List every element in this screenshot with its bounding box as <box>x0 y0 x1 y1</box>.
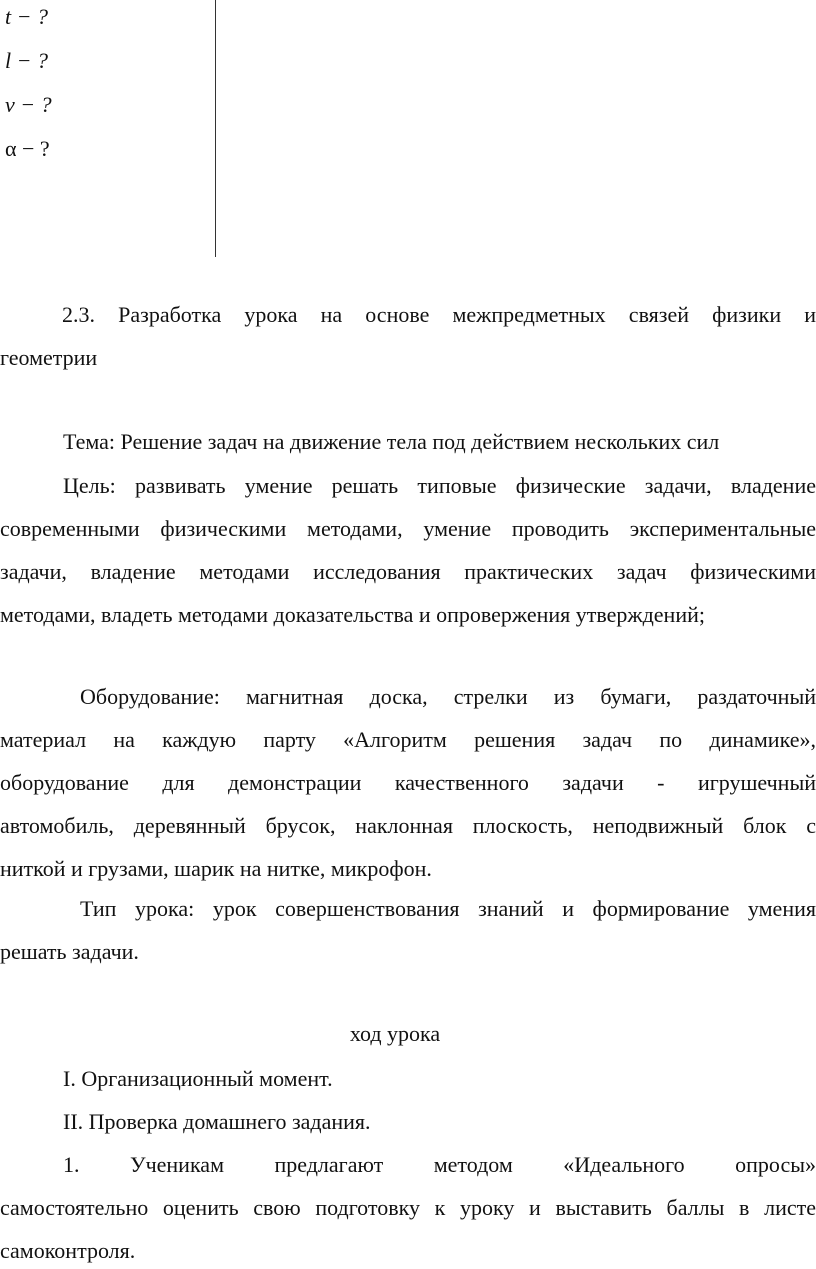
given-t: t − ? <box>5 4 48 29</box>
course-heading: ход урока <box>349 1021 441 1046</box>
given-l: l − ? <box>5 48 48 73</box>
given-v: v − ? <box>5 92 52 117</box>
equipment-line4: автомобиль, деревянный брусок, наклонная плоскость, неподвижный блок с <box>0 813 816 838</box>
course-item-1: I. Организационный момент. <box>63 1066 333 1091</box>
lesson-type-line1: Тип урока: урок совершенствования знаний и формирование умения <box>80 896 816 921</box>
equipment-line2: материал на каждую парту «Алгоритм решения задач по динамике», <box>0 727 816 752</box>
given-alpha: α − ? <box>5 136 50 161</box>
course-item-3-line2: самостоятельно оценить свою подготовку к уроку и выставить баллы в листе <box>0 1195 816 1220</box>
equipment-line1: Оборудование: магнитная доска, стрелки из бумаги, раздаточный <box>80 684 816 709</box>
goal-line4: методами, владеть методами доказательства и опровержения утверждений; <box>0 602 705 627</box>
topic-line: Тема: Решение задач на движение тела под действием нескольких сил <box>63 429 720 454</box>
given-divider-line <box>215 0 216 257</box>
section-heading-line1: 2.3. Разработка урока на основе межпредметных связей физики и <box>62 302 816 327</box>
course-item-3-line3: самоконтроля. <box>0 1238 136 1263</box>
course-item-2: II. Проверка домашнего задания. <box>63 1109 371 1134</box>
equipment-line5: ниткой и грузами, шарик на нитке, микрофон. <box>0 856 432 881</box>
goal-line1: Цель: развивать умение решать типовые физические задачи, владение <box>63 473 816 498</box>
lesson-type-line2: решать задачи. <box>0 939 139 964</box>
course-item-3-line1: 1. Ученикам предлагают методом «Идеального опросы» <box>63 1152 816 1177</box>
section-heading-line2: геометрии <box>0 345 98 370</box>
goal-line3: задачи, владение методами исследования практических задач физическими <box>0 559 816 584</box>
equipment-line3: оборудование для демонстрации качественного задачи - игрушечный <box>0 770 816 795</box>
goal-line2: современными физическими методами, умение проводить экспериментальные <box>0 516 816 541</box>
